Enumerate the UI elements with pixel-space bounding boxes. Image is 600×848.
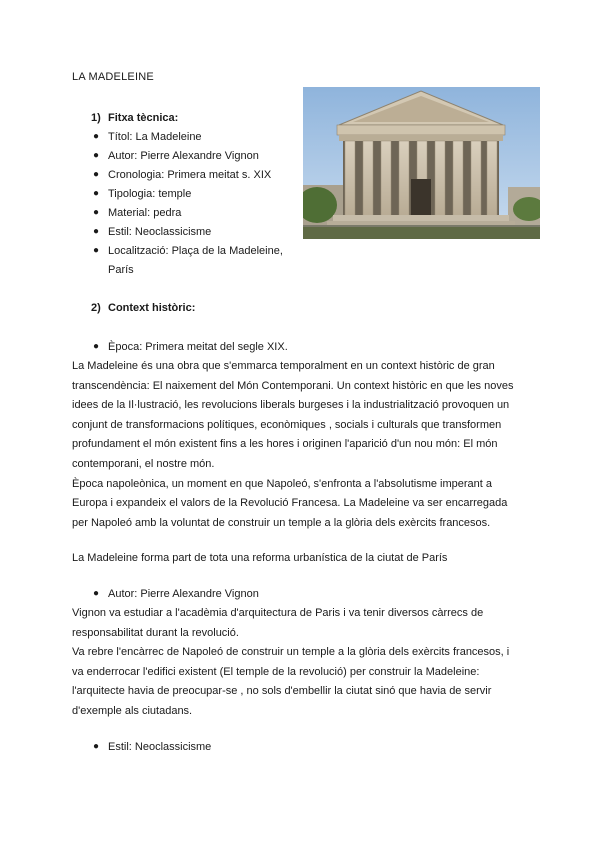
list-item: Estil: Neoclassicisme (108, 226, 212, 238)
epoca-bullet: Època: Primera meitat del segle XIX. (108, 341, 288, 353)
section-2-number: 2) (91, 302, 101, 314)
paragraph-line: Època napoleònica, un moment en que Napoleó, s'enfronta a l'absolutisme imperant a (72, 477, 493, 490)
historical-context-paragraph (72, 357, 532, 533)
paragraph-line: per Napoleó amb la voluntat de construir un temple a la glòria dels exèrcits francesos. (72, 516, 491, 529)
bullet-icon: ● (93, 226, 100, 237)
list-item: Material: pedra (108, 207, 182, 219)
paragraph-line: va enderrocar l'edifici existent (El temple de la revolució) per construir la Madeleine: (72, 665, 480, 678)
list-item: Tipologia: temple (108, 188, 192, 200)
document-title: LA MADELEINE (72, 71, 154, 83)
paragraph-line: Europa i expandeix el valors de la Revolució Francesa. La Madeleine va ser encarregada (72, 497, 508, 510)
bullet-icon: ● (93, 207, 100, 218)
bullet-icon: ● (93, 341, 100, 352)
bullet-icon: ● (93, 245, 100, 256)
paragraph-line: La Madeleine és una obra que s'emmarca temporalment en un context històric de gran (72, 360, 495, 372)
bullet-icon: ● (93, 741, 100, 752)
bullet-icon: ● (93, 131, 100, 142)
list-item-continuation: París (108, 264, 134, 276)
bullet-icon: ● (93, 588, 100, 599)
paragraph-line: Vignon va estudiar a l'acadèmia d'arquitectura de Paris i va tenir diversos càrrecs de (72, 607, 484, 619)
section-2-title: Context històric: (108, 302, 196, 314)
bullet-icon: ● (93, 150, 100, 161)
list-item: Localització: Plaça de la Madeleine, (108, 245, 283, 257)
author-paragraph (72, 604, 532, 722)
list-item: Cronologia: Primera meitat s. XIX (108, 169, 272, 181)
paragraph-line: contemporani, el nostre món. (72, 457, 215, 470)
paragraph-line: idees de la Il·lustració, les revolucions liberals burgeses i la industrialització provoquen un (72, 399, 510, 412)
bullet-icon: ● (93, 169, 100, 180)
bullet-icon: ● (93, 188, 100, 199)
paragraph-line: Va rebre l'encàrrec de Napoleó de construir un temple a la glòria dels exèrcits francesos, i (72, 646, 510, 659)
autor-bullet: Autor: Pierre Alexandre Vignon (108, 588, 259, 600)
madeleine-photo (303, 87, 540, 239)
paragraph-line: l'arquitecte havia de preocupar-se , no sols d'embellir la ciutat sinó que havia de servir (72, 685, 492, 698)
list-item: Títol: La Madeleine (108, 131, 202, 143)
list-item: Autor: Pierre Alexandre Vignon (108, 150, 259, 162)
urban-reform-paragraph: La Madeleine forma part de tota una reforma urbanística de la ciutat de París (72, 552, 448, 564)
paragraph-line: conjunt de transformacions polítiques, econòmiques , socials i culturals que transformen (72, 418, 502, 431)
paragraph-line: responsabilitat durant la revolució. (72, 626, 239, 639)
section-1-number: 1) (91, 112, 101, 124)
section-1-title: Fitxa tècnica: (108, 112, 179, 124)
paragraph-line: transcendència: El naixement del Món Contemporani. Un context històric en que les noves (72, 379, 514, 392)
paragraph-line: d'exemple als ciutadans. (72, 704, 193, 717)
paragraph-line: profundament el món existent fins a les hores i originen l'aparició d'un nou món: El món (72, 438, 498, 451)
estil-bullet: Estil: Neoclassicisme (108, 741, 212, 753)
